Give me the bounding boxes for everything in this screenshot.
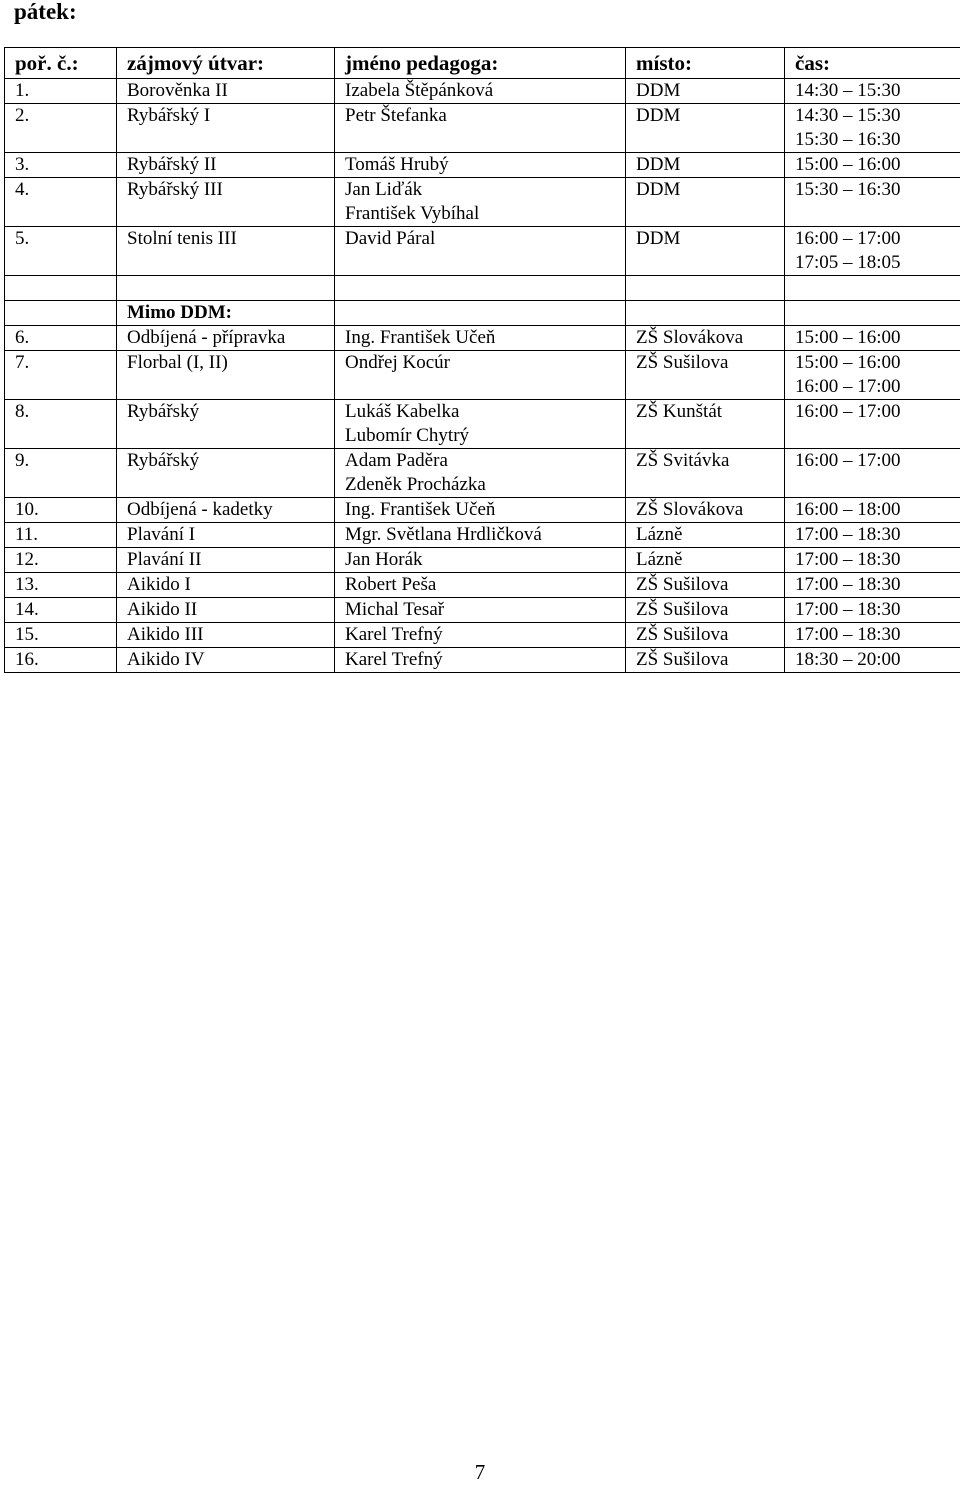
cell-time-line: 16:00 – 17:00 [795, 450, 901, 471]
cell-time-line: 16:00 – 18:00 [795, 499, 901, 520]
cell-place: DDM [626, 227, 785, 276]
cell-time [785, 573, 960, 598]
cell-time-line: 15:30 – 16:30 [795, 179, 901, 200]
table-row [5, 79, 960, 104]
table-row [5, 326, 960, 351]
cell-place: ZŠ Sušilova [626, 573, 785, 598]
table-row [5, 227, 960, 276]
cell-teacher-line: Jan Liďák [345, 179, 423, 200]
cell-number: 15. [5, 623, 117, 648]
blank-cell [785, 276, 960, 301]
cell-time [785, 498, 960, 523]
cell-activity: Aikido III [117, 623, 335, 648]
table-row [5, 523, 960, 548]
cell-time [785, 400, 960, 449]
cell-teacher [335, 79, 626, 104]
cell-time [785, 227, 960, 276]
table-row [5, 400, 960, 449]
section-row [5, 301, 960, 326]
cell-time-line: 16:00 – 17:00 [795, 376, 901, 397]
cell-teacher [335, 573, 626, 598]
cell-time [785, 79, 960, 104]
section-label: Mimo DDM: [117, 301, 335, 326]
cell-teacher-line: Zdeněk Procházka [345, 474, 486, 495]
page-heading: pátek: [14, 0, 77, 24]
cell-teacher-line: Adam Paděra [345, 450, 448, 471]
cell-time [785, 326, 960, 351]
cell-place: ZŠ Kunštát [626, 400, 785, 449]
col-header-number: poř. č.: [5, 48, 117, 79]
cell-teacher [335, 153, 626, 178]
table-header-row [5, 48, 960, 79]
cell-time-line: 16:00 – 17:00 [795, 401, 901, 422]
cell-time-line: 17:00 – 18:30 [795, 549, 901, 570]
cell-number: 16. [5, 648, 117, 673]
cell-place: DDM [626, 79, 785, 104]
cell-place: ZŠ Sušilova [626, 623, 785, 648]
cell-time [785, 548, 960, 573]
cell-time-line: 17:00 – 18:30 [795, 524, 901, 545]
cell-number: 3. [5, 153, 117, 178]
cell-activity: Plavání I [117, 523, 335, 548]
cell-teacher-line: Karel Trefný [345, 624, 443, 645]
cell-number: 4. [5, 178, 117, 227]
cell-place: Lázně [626, 548, 785, 573]
cell-activity: Borověnka II [117, 79, 335, 104]
table-row [5, 598, 960, 623]
cell-number: 9. [5, 449, 117, 498]
cell-teacher-line: Mgr. Světlana Hrdličková [345, 524, 542, 545]
section-empty-cell [785, 301, 960, 326]
cell-number: 12. [5, 548, 117, 573]
schedule-table [4, 47, 960, 673]
cell-activity: Aikido I [117, 573, 335, 598]
cell-teacher-line: Tomáš Hrubý [345, 154, 449, 175]
cell-time-line: 14:30 – 15:30 [795, 105, 901, 126]
col-header-teacher: jméno pedagoga: [335, 48, 626, 79]
cell-activity: Plavání II [117, 548, 335, 573]
cell-teacher [335, 498, 626, 523]
cell-teacher-line: Lukáš Kabelka [345, 401, 460, 422]
col-header-time: čas: [785, 48, 960, 79]
cell-number: 5. [5, 227, 117, 276]
cell-teacher-line: Ing. František Učeň [345, 499, 496, 520]
page-number: 7 [474, 1460, 486, 1484]
cell-time-line: 15:00 – 16:00 [795, 327, 901, 348]
cell-time [785, 104, 960, 153]
cell-activity: Aikido II [117, 598, 335, 623]
cell-number: 2. [5, 104, 117, 153]
cell-time [785, 153, 960, 178]
cell-place: ZŠ Sušilova [626, 598, 785, 623]
cell-time [785, 351, 960, 400]
cell-time-line: 17:00 – 18:30 [795, 599, 901, 620]
cell-time-line: 17:00 – 18:30 [795, 574, 901, 595]
cell-teacher [335, 598, 626, 623]
cell-place: ZŠ Sušilova [626, 351, 785, 400]
table-row [5, 548, 960, 573]
section-empty-cell [626, 301, 785, 326]
cell-time [785, 449, 960, 498]
cell-teacher-line: David Páral [345, 228, 436, 249]
cell-teacher-line: Izabela Štěpánková [345, 80, 494, 101]
cell-activity: Rybářský II [117, 153, 335, 178]
cell-number: 8. [5, 400, 117, 449]
cell-teacher-line: František Vybíhal [345, 203, 480, 224]
blank-cell [117, 276, 335, 301]
table-row [5, 573, 960, 598]
cell-teacher-line: Jan Horák [345, 549, 423, 570]
blank-separator-row [5, 276, 960, 301]
cell-teacher [335, 548, 626, 573]
cell-time-line: 16:00 – 17:00 [795, 228, 901, 249]
cell-time-line: 15:00 – 16:00 [795, 352, 901, 373]
cell-activity: Rybářský [117, 400, 335, 449]
table-row [5, 178, 960, 227]
cell-number: 11. [5, 523, 117, 548]
cell-place: ZŠ Slovákova [626, 326, 785, 351]
cell-activity: Rybářský [117, 449, 335, 498]
cell-number: 1. [5, 79, 117, 104]
cell-time-line: 15:30 – 16:30 [795, 129, 901, 150]
cell-place: DDM [626, 104, 785, 153]
cell-activity: Aikido IV [117, 648, 335, 673]
cell-time-line: 17:00 – 18:30 [795, 624, 901, 645]
blank-cell [626, 276, 785, 301]
cell-place: ZŠ Svitávka [626, 449, 785, 498]
cell-number: 10. [5, 498, 117, 523]
table-row [5, 449, 960, 498]
cell-number: 14. [5, 598, 117, 623]
cell-activity: Stolní tenis III [117, 227, 335, 276]
cell-time [785, 598, 960, 623]
table-row [5, 648, 960, 673]
cell-activity: Rybářský I [117, 104, 335, 153]
cell-time [785, 178, 960, 227]
cell-teacher-line: Lubomír Chytrý [345, 425, 470, 446]
blank-cell [5, 276, 117, 301]
cell-place: DDM [626, 153, 785, 178]
cell-place: Lázně [626, 523, 785, 548]
cell-place: DDM [626, 178, 785, 227]
table-row [5, 498, 960, 523]
cell-teacher-line: Petr Štefanka [345, 105, 447, 126]
cell-time-line: 18:30 – 20:00 [795, 649, 901, 670]
cell-teacher-line: Ing. František Učeň [345, 327, 496, 348]
cell-activity: Odbíjená - přípravka [117, 326, 335, 351]
cell-number: 13. [5, 573, 117, 598]
col-header-place: místo: [626, 48, 785, 79]
table-row [5, 351, 960, 400]
cell-teacher-line: Michal Tesař [345, 599, 445, 620]
table-row [5, 623, 960, 648]
cell-time [785, 523, 960, 548]
cell-teacher [335, 623, 626, 648]
cell-time-line: 17:05 – 18:05 [795, 252, 901, 273]
cell-teacher [335, 326, 626, 351]
cell-place: ZŠ Slovákova [626, 498, 785, 523]
cell-number: 7. [5, 351, 117, 400]
cell-time [785, 648, 960, 673]
cell-teacher [335, 104, 626, 153]
cell-teacher [335, 648, 626, 673]
cell-teacher-line: Robert Peša [345, 574, 437, 595]
schedule-body [5, 79, 960, 673]
cell-teacher-line: Ondřej Kocúr [345, 352, 450, 373]
cell-teacher [335, 227, 626, 276]
cell-teacher-line: Karel Trefný [345, 649, 443, 670]
cell-number: 6. [5, 326, 117, 351]
blank-cell [335, 276, 626, 301]
cell-activity: Odbíjená - kadetky [117, 498, 335, 523]
col-header-activity: zájmový útvar: [117, 48, 335, 79]
section-empty-cell [335, 301, 626, 326]
table-row [5, 153, 960, 178]
cell-teacher [335, 351, 626, 400]
cell-teacher [335, 178, 626, 227]
cell-time-line: 14:30 – 15:30 [795, 80, 901, 101]
cell-place: ZŠ Sušilova [626, 648, 785, 673]
cell-time-line: 15:00 – 16:00 [795, 154, 901, 175]
cell-time [785, 623, 960, 648]
cell-teacher [335, 523, 626, 548]
cell-activity: Florbal (I, II) [117, 351, 335, 400]
cell-teacher [335, 400, 626, 449]
table-row [5, 104, 960, 153]
cell-teacher [335, 449, 626, 498]
cell-activity: Rybářský III [117, 178, 335, 227]
section-empty-cell [5, 301, 117, 326]
